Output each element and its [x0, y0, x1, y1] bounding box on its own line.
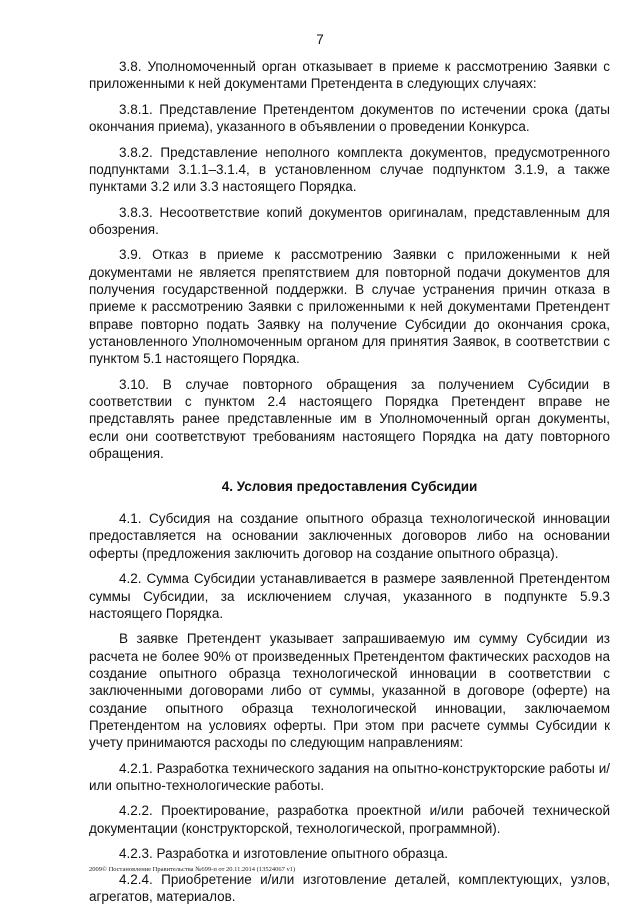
paragraph-3-8: 3.8. Уполномоченный орган отказывает в приеме к рассмотрению Заявки с приложенными к ней документами Претендента в следующих случаях: — [89, 59, 610, 92]
section-heading: 4. Условия предоставления Субсидии — [221, 479, 478, 495]
paragraph-4-2-1: 4.2.1. Разработка технического задания на опытно-конструкторские работы и/или опытно-технологические работы. — [89, 760, 610, 793]
paragraph-3-10: 3.10. В случае повторного обращения за получением Субсидии в соответствии с пунктом 2.4 настоящего Порядка Претендент вправе не представлять ранее представленные им в Уполномоченный орган документы, если они соответствуют требованиям настоящего Порядка на дату повторного обращения. — [89, 376, 610, 461]
paragraph-3-9: 3.9. Отказ в приеме к рассмотрению Заявки с приложенными к ней документами не является препятствием для повторной подачи документов для получения государственной поддержки. В случае устранения причин отказа в приеме к рассмотрению Заявки с приложенными к ней документами Претендент вправе повторно подать Заявку на получение Субсидии до окончания срока, установленного Уполномоченным органом для принятия Заявок, в соответствии с пунктом 5.1 настоящего Порядка. — [89, 247, 610, 367]
paragraph-4-2-2: 4.2.2. Проектирование, разработка проектной и/или рабочей технической документации (конструкторской, технологической, программной). — [89, 803, 610, 836]
footer-note: 2009© Постановление Правительства №699-п от 20.11.2014 (13524067 v1) — [89, 866, 296, 873]
paragraph-3-8-1: 3.8.1. Представление Претендентом документов по истечении срока (даты окончания приема), указанного в объявлении о проведении Конкурса. — [89, 101, 610, 135]
paragraph-4-2-4: 4.2.4. Приобретение и/или изготовление деталей, комплектующих, узлов, агрегатов, материалов. — [89, 871, 610, 904]
paragraph-4-1: 4.1. Субсидия на создание опытного образца технологической инновации предоставляется на основании заключенных договоров либо на основании оферты (предложения заключить договор на создание опытного образца). — [89, 511, 610, 561]
paragraph-3-8-2: 3.8.2. Представление неполного комплекта документов, предусмотренного подпунктами 3.1.1–3.1.4, в установленном случае подпунктом 3.1.9, а также пунктами 3.2 или 3.3 настоящего Порядка. — [89, 144, 610, 195]
paragraph-3-8-3: 3.8.3. Несоответствие копий документов оригиналам, представленным для обозрения. — [89, 204, 610, 237]
paragraph-4-2-calc: В заявке Претендент указывает запрашиваемую им сумму Субсидии из расчета не более 90% от произведенных Претендентом фактических расходов на создание опытного образца технологической инновации в соответствии с заключенными договорами либо от суммы, указанной в договоре (оферте) на создание опытного образца технологической инновации, заключаемом Претендентом на условиях оферты. При этом при расчете суммы Субсидии к учету принимаются расходы по следующим направлениям: — [89, 631, 610, 751]
paragraph-4-2-3: 4.2.3. Разработка и изготовление опытного образца. — [119, 846, 448, 862]
paragraph-4-2: 4.2. Сумма Субсидии устанавливается в размере заявленной Претендентом суммы Субсидии, за исключением случая, указанного в подпункте 5.9.3 настоящего Порядка. — [89, 571, 610, 621]
page-number: 7 — [316, 32, 324, 47]
document-body — [89, 58, 610, 913]
